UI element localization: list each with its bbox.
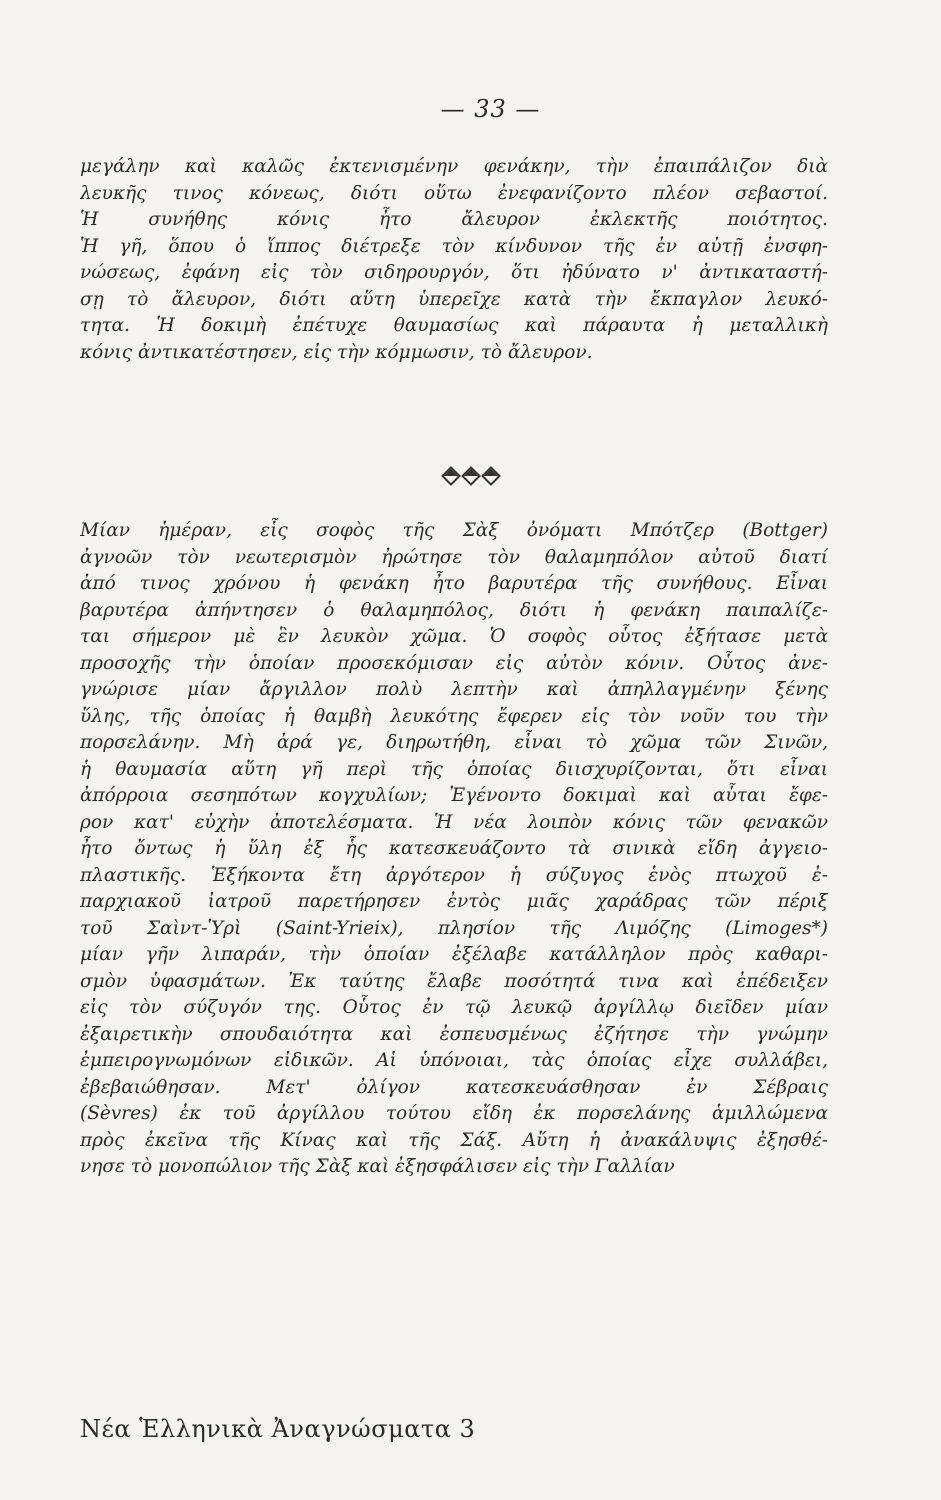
text-line: νώσεως, ἐφάνη εἰς τὸν σιδηρουργόν, ὅτι ἠδύνατο ν' ἀντικαταστή-	[80, 262, 828, 283]
text-line: νησε τὸ μονοπώλιον τῆς Σὰξ καὶ ἐξησφάλισεν εἰς τὴν Γαλλίαν	[80, 1156, 675, 1177]
diamond-ornament-icon	[461, 466, 481, 486]
text-line: ται σήμερον μὲ ἓν λευκὸν χῶμα. Ὁ σοφὸς οὗτος ἐξήτασε μετὰ	[80, 626, 828, 647]
text-line: τοῦ Σαὶντ-Ὑρὶ (Saint-Yrieix), πλησίον τῆς Λιμόζης (Limoges*)	[80, 917, 828, 939]
text-line: μεγάλην καὶ καλῶς ἐκτενισμένην φενάκην, τὴν ἐπαιπάλιζον διὰ	[80, 156, 828, 177]
text-line: Ἡ συνήθης κόνις ἦτο ἄλευρον ἐκλεκτῆς ποιότητος.	[80, 209, 828, 230]
text-line: λευκῆς τινος κόνεως, διότι οὕτω ἐνεφανίζοντο πλέον σεβαστοί.	[80, 182, 828, 204]
text-line: Ἡ γῆ, ὅπου ὁ ἵππος διέτρεξε τὸν κίνδυνον τῆς ἐν αὐτῇ ἐνσφη-	[80, 235, 828, 257]
text-line: ἦτο ὄντως ἡ ὕλη ἐξ ἧς κατεσκευάζοντο τὰ σινικὰ εἴδη ἀγγειο-	[80, 838, 828, 859]
text-line: πορσελάνην. Μὴ ἀρά γε, διηρωτήθη, εἶναι τὸ χῶμα τῶν Σινῶν,	[80, 732, 828, 753]
text-line: ἀγνοῶν τὸν νεωτερισμὸν ἠρώτησε τὸν θαλαμηπόλον αὐτοῦ διατί	[80, 546, 828, 568]
text-line: ἐξαιρετικὴν σπουδαιότητα καὶ ἐσπευσμένως ἐζήτησε τὴν γνώμην	[80, 1023, 828, 1045]
text-line: ἐβεβαιώθησαν. Μετ' ὀλίγον κατεσκευάσθησαν ἐν Σέβραις	[80, 1076, 828, 1098]
paragraph-2	[80, 518, 828, 1181]
text-line: παρχιακοῦ ἰατροῦ παρετήρησεν ἐντὸς μιᾶς χαράδρας τῶν πέριξ	[80, 891, 828, 912]
text-line: (Sèvres) ἐκ τοῦ ἀργίλλου τούτου εἴδη ἐκ πορσελάνης ἁμιλλώμενα	[80, 1103, 828, 1124]
text-line: ἀπόρροια σεσηπότων κογχυλίων; Ἐγένοντο δοκιμαὶ καὶ αὗται ἔφε-	[80, 785, 828, 806]
text-line: πλαστικῆς. Ἑξήκοντα ἔτη ἀργότερον ἡ σύζυγος ἑνὸς πτωχοῦ ἐ-	[80, 864, 828, 886]
text-line: εἰς τὸν σύζυγόν της. Οὗτος ἐν τῷ λευκῷ ἀργίλλῳ διεῖδεν μίαν	[80, 997, 828, 1018]
text-line: προσοχῆς τὴν ὁποίαν προσεκόμισαν εἰς αὐτὸν κόνιν. Οὗτος ἀνε-	[80, 652, 828, 674]
text-line: μίαν γῆν λιπαράν, τὴν ὁποίαν ἐξέλαβε κατάλληλον πρὸς καθαρι-	[80, 944, 828, 965]
text-line: Μίαν ἡμέραν, εἷς σοφὸς τῆς Σὰξ ὀνόματι Μπότζερ (Bottger)	[80, 520, 828, 541]
text-line: κόνις ἀντικατέστησεν, εἰς τὴν κόμμωσιν, τὸ ἄλευρον.	[80, 341, 593, 363]
text-line: σῃ τὸ ἄλευρον, διότι αὕτη ὑπερεῖχε κατὰ τὴν ἔκπαγλον λευκό-	[80, 288, 828, 310]
footer-signature: Νέα Ἑλληνικὰ Ἀναγνώσματα 3	[80, 1415, 476, 1443]
text-line: γνώρισε μίαν ἄργιλλον πολὺ λεπτὴν καὶ ἀπηλλαγμένην ξένης	[80, 679, 828, 700]
paragraph-1	[80, 154, 828, 366]
text-line: ἐμπειρογνωμόνων εἰδικῶν. Αἱ ὑπόνοιαι, τὰς ὁποίας εἶχε συλλάβει,	[80, 1050, 828, 1071]
text-line: ὕλης, τῆς ὁποίας ἡ θαμβὴ λευκότης ἔφερεν εἰς τὸν νοῦν του τὴν	[80, 705, 828, 727]
text-line: πρὸς ἐκεῖνα τῆς Κίνας καὶ τῆς Σάξ. Αὕτη ἡ ἀνακάλυψις ἐξησθέ-	[80, 1129, 828, 1151]
text-line: τητα. Ἡ δοκιμὴ ἐπέτυχε θαυμασίως καὶ πάραυτα ἡ μεταλλικὴ	[80, 315, 828, 336]
text-line: ρον κατ' εὐχὴν ἀποτελέσματα. Ἡ νέα λοιπὸν κόνις τῶν φενακῶν	[80, 811, 828, 833]
section-ornament	[0, 468, 941, 487]
diamond-ornament-icon	[441, 466, 461, 486]
text-line: ἡ θαυμασία αὕτη γῆ περὶ τῆς ὁποίας διισχυρίζονται, ὅτι εἶναι	[80, 758, 828, 780]
text-line: ἀπό τινος χρόνου ἡ φενάκη ἦτο βαρυτέρα τῆς συνήθους. Εἶναι	[80, 573, 828, 594]
diamond-ornament-icon	[481, 466, 501, 486]
text-line: σμὸν ὑφασμάτων. Ἐκ ταύτης ἔλαβε ποσότητά τινα καὶ ἐπέδειξεν	[80, 970, 828, 992]
page-number: — 33 —	[440, 95, 541, 123]
text-line: βαρυτέρα ἀπήντησεν ὁ θαλαμηπόλος, διότι ἡ φενάκη παιπαλίζε-	[80, 599, 828, 621]
